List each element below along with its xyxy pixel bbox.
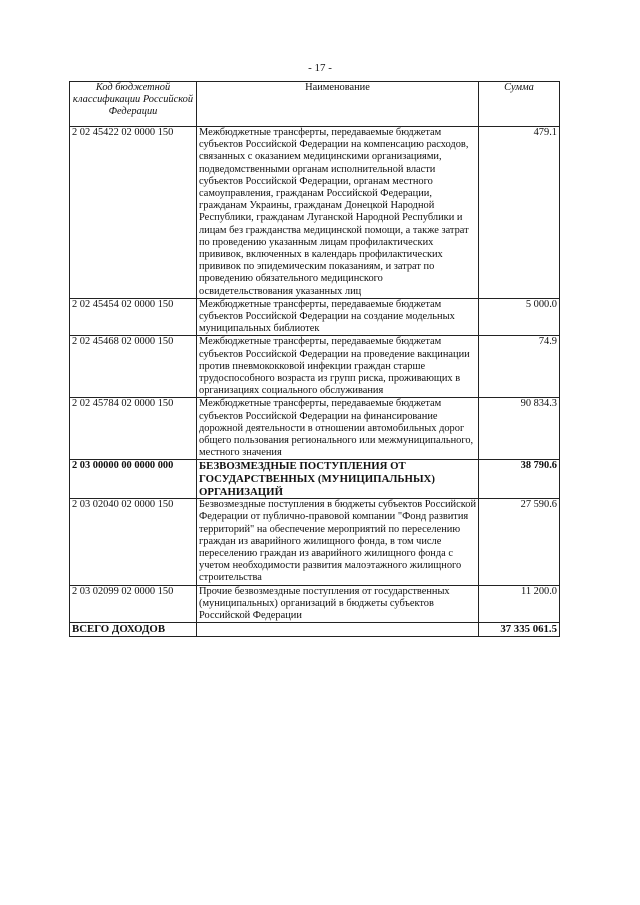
row-name: Межбюджетные трансферты, передаваемые бюджетам субъектов Российской Федерации на финансирование дорожной деятельности в отношении автомобильных дорог общего пользования регионального или межмуниципального, местного значения [197,398,479,460]
row-amount: 74.9 [479,336,560,398]
table-row-section [70,460,560,499]
row-amount: 27 590.6 [479,499,560,585]
row-amount: 5 000.0 [479,298,560,336]
row-code: 2 02 45454 02 0000 150 [70,298,197,336]
row-code: 2 03 00000 00 0000 000 [70,460,197,499]
row-code: 2 02 45784 02 0000 150 [70,398,197,460]
header-sum: Сумма [479,82,560,127]
total-label: ВСЕГО ДОХОДОВ [70,623,197,636]
row-name: Безвозмездные поступления в бюджеты субъектов Российской Федерации от публично-правовой компании "Фонд развития территорий" на обеспечение мероприятий по переселению граждан из аварийного жилищного фонда, в том числе переселению граждан из аварийного жилищного фонда с учетом необходимости развития малоэтажного жилищного строительства [197,499,479,585]
header-name: Наименование [197,82,479,127]
row-name: БЕЗВОЗМЕЗДНЫЕ ПОСТУПЛЕНИЯ ОТ ГОСУДАРСТВЕННЫХ (МУНИЦИПАЛЬНЫХ) ОРГАНИЗАЦИЙ [197,460,479,499]
row-amount: 38 790.6 [479,460,560,499]
page-number: - 17 - [308,62,332,74]
total-amount: 37 335 061.5 [479,623,560,636]
table-row-total [70,623,560,636]
table-row [70,499,560,585]
table-row [70,585,560,623]
row-name: Межбюджетные трансферты, передаваемые бюджетам субъектов Российской Федерации на компенсацию расходов, связанных с оказанием медицинскими организациями, подведомственными органам исполнительной власти субъектов Российской Федерации, органам местного самоуправления, гражданам Российской Федерации, гражданам Украины, гражданам Донецкой Народной Республики, гражданам Луганской Народной Республики и лицам без гражданства медицинской помощи, а также затрат по проведению указанным лицам профилактических прививок, включенных в календарь профилактических прививок по эпидемическим показаниям, и затрат по проведению обязательного медицинского освидетельствования указанных лиц [197,127,479,299]
row-name: Прочие безвозмездные поступления от государственных (муниципальных) организаций в бюджеты субъектов Российской Федерации [197,585,479,623]
table-row [70,398,560,460]
row-amount: 479.1 [479,127,560,299]
row-code: 2 03 02040 02 0000 150 [70,499,197,585]
table-row [70,127,560,299]
header-code: Код бюджетной классификации Российской Федерации [70,82,197,127]
row-name: Межбюджетные трансферты, передаваемые бюджетам субъектов Российской Федерации на проведение вакцинации против пневмококковой инфекции граждан старше трудоспособного возраста из групп риска, проживающих в организациях социального обслуживания [197,336,479,398]
table-header-row [70,82,560,127]
total-empty [197,623,479,636]
revenue-table [69,81,560,637]
table-row [70,298,560,336]
row-amount: 90 834.3 [479,398,560,460]
row-amount: 11 200.0 [479,585,560,623]
table-row [70,336,560,398]
row-name: Межбюджетные трансферты, передаваемые бюджетам субъектов Российской Федерации на создание модельных муниципальных библиотек [197,298,479,336]
row-code: 2 02 45422 02 0000 150 [70,127,197,299]
row-code: 2 02 45468 02 0000 150 [70,336,197,398]
row-code: 2 03 02099 02 0000 150 [70,585,197,623]
